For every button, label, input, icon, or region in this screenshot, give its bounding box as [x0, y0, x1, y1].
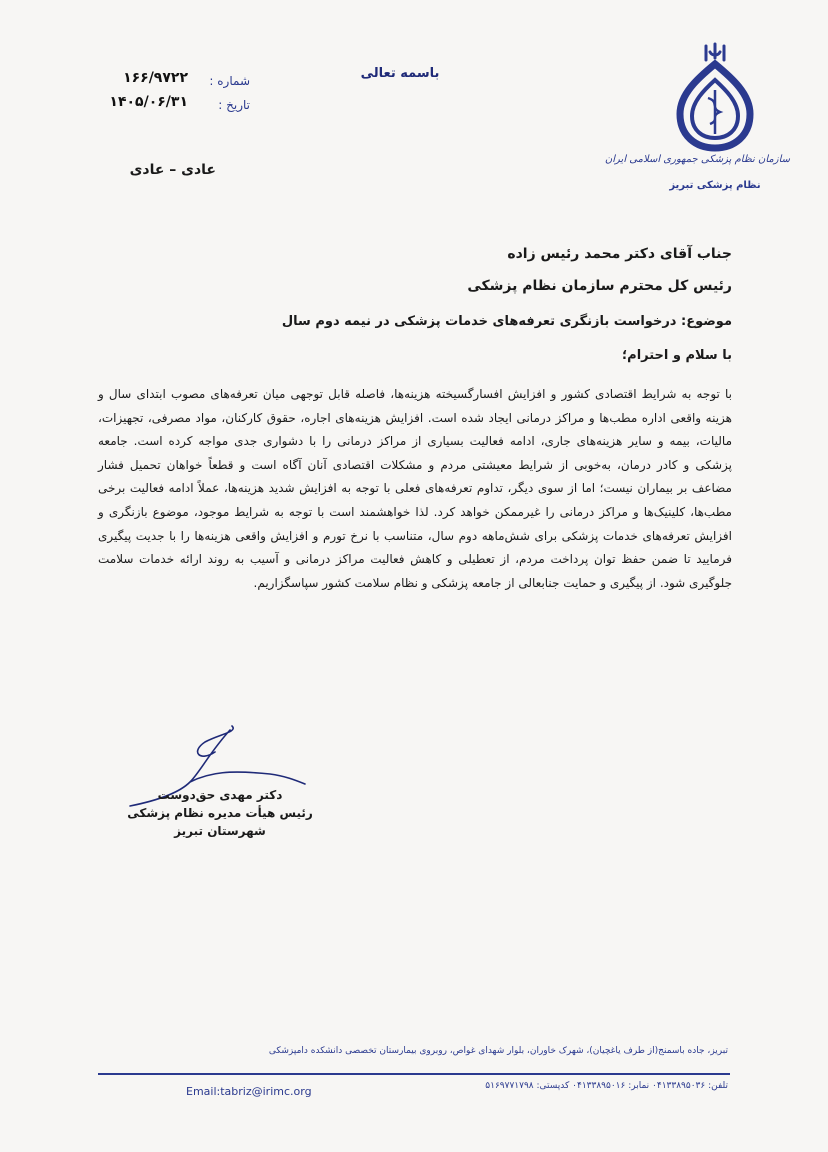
number-row: [90, 70, 250, 94]
signer-title: رئیس هیأت مدیره نظام پزشکی: [127, 806, 313, 820]
number-value: ۱۶۶/۹۷۲۲: [123, 70, 188, 86]
org-logo: [604, 42, 790, 202]
branch-name: نظام پزشکی تبریز: [669, 180, 761, 191]
footer-phones: تلفن: ۰۴۱۳۳۸۹۵۰۳۶ نمابر: ۰۴۱۳۳۸۹۵۰۱۶ کدپستی: ۵۱۶۹۷۷۱۷۹۸: [485, 1081, 728, 1091]
signer-city: شهرستان تبریز: [174, 824, 266, 838]
recipient-title: رئیس کل محترم سازمان نظام پزشکی: [467, 278, 732, 294]
classification-label: عادی – عادی: [129, 162, 216, 178]
footer-divider: [98, 1073, 730, 1075]
signature-block: [120, 786, 320, 840]
bismillah-heading: باسمه تعالی: [360, 66, 440, 81]
medical-council-emblem-icon: [670, 42, 760, 152]
date-value: ۱۴۰۵/۰۶/۳۱: [109, 94, 188, 110]
letter-body: با توجه به شرایط اقتصادی کشور و افزایش افسارگسیخته هزینه‌ها، فاصله قابل توجهی میان تعرفه‌های مصوب ابتدای سال و هزینه واقعی اداره مطب‌ها و مراکز درمانی ایجاد شده است. افزایش هزینه‌های اجاره، حقوق کارکنان، مواد مصرفی، تجهیزات، مالیات، بیمه و سایر هزینه‌های جاری، ادامه فعالیت بسیاری از مراکز درمانی را با دشواری جدی مواجه کرده است. جامعه پزشکی و کادر درمان، به‌خوبی از شرایط معیشتی مردم و مشکلات اقتصادی آنان آگاه است و قطعاً خواهان تحمیل فشار مضاعف بر بیماران نیست؛ اما از سوی دیگر، تداوم تعرفه‌های فعلی با توجه به افزایش شدید هزینه‌ها، عملاً ادامه فعالیت برخی مطب‌ها، کلینیک‌ها و مراکز درمانی را غیرممکن خواهد کرد. لذا خواهشمند است با توجه به شرایط موجود، موضوع بازنگری و افزایش تعرفه‌های خدمات پزشکی برای شش‌ماهه دوم سال، متناسب با نرخ تورم و افزایش واقعی هزینه‌ها را با جدیت پیگیری فرمایید تا ضمن حفظ توان پرداخت مردم، از تعطیلی و کاهش فعالیت مراکز درمانی و آسیب به روند ارائه خدمات سلامت جلوگیری شود. از پیگیری و حمایت جنابعالی از جامعه پزشکی و نظام سلامت کشور سپاسگزاریم.: [98, 387, 732, 590]
greeting: با سلام و احترام؛: [621, 348, 732, 363]
letter-subject: موضوع: درخواست بازنگری تعرفه‌های خدمات پزشکی در نیمه دوم سال: [281, 314, 732, 329]
footer-address: تبریز، جاده باسمنج(از طرف یاغچیان)، شهرک خاوران، بلوار شهدای غواص، روبروی بیمارستان تخصصی دانشکده دامپزشکی: [268, 1046, 728, 1056]
org-name: سازمان نظام پزشکی جمهوری اسلامی ایران: [604, 154, 790, 165]
recipient-name: جناب آقای دکتر محمد رئیس زاده: [507, 246, 732, 262]
addressee-block: [112, 238, 732, 338]
date-row: [90, 94, 250, 118]
number-label: شماره :: [209, 74, 250, 88]
letter-meta: [90, 70, 250, 118]
signer-name: دکتر مهدی حق‌دوست: [157, 788, 283, 802]
footer-email: Email:tabriz@irimc.org: [186, 1085, 312, 1098]
date-label: تاریخ :: [218, 98, 250, 112]
